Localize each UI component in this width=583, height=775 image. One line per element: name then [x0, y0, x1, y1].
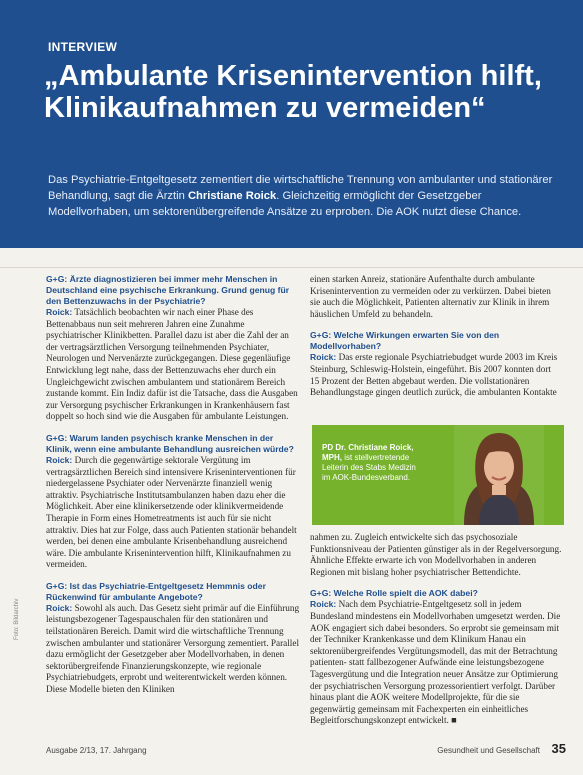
article-intro — [48, 172, 558, 220]
intro-text-end: . Gleichzeitig ermöglicht der Gesetzgeber Modellvorhaben, um sektorenübergreifende Ansätze zu erproben. Die AOK nutzt diese Chance. — [48, 190, 522, 218]
answer-2 — [46, 455, 301, 571]
answer-3-label: Roick: — [46, 602, 73, 613]
qa-block-5 — [310, 588, 562, 727]
right-column-bottom — [310, 532, 562, 737]
right-column-top — [310, 274, 562, 409]
intro-name: Christiane Roick — [187, 190, 277, 202]
question-5: G+G: Welche Rolle spielt die AOK dabei? — [310, 588, 478, 599]
answer-4 — [310, 352, 562, 398]
article-title: „Ambulante Krisenintervention hilft, Klinikaufnahmen zu vermeiden“ — [44, 60, 542, 124]
portrait-box — [312, 425, 564, 525]
footer-magazine: Gesundheit und Gesellschaft — [437, 746, 540, 755]
answer-1-label: Roick: — [46, 307, 73, 317]
qa-block-1 — [46, 274, 301, 423]
qa-block-3 — [46, 581, 301, 696]
question-2: G+G: Warum landen psychisch kranke Menschen in der Klinik, wenn eine ambulante Behandlung ausreichen würde? — [46, 432, 294, 454]
photo-caption — [322, 443, 422, 483]
section-kicker: INTERVIEW — [48, 40, 118, 54]
qa-block-4 — [310, 330, 562, 398]
continuation-top: einen starken Anreiz, stationäre Aufenthalte durch ambulante Krisenintervention zu vermeiden oder zu verkürzen. Dabei bieten sie auch die Möglichkeit, Patienten alternativ zur Klinik in ihrem häuslichen Umfeld zu behandeln. — [310, 274, 551, 319]
continuation-bottom: nahmen zu. Zugleich entwickelte sich das psychosoziale Funktionsniveau der Patienten günstiger als in der Regelversorgung. Ähnliche Effekte erwarte ich von Modellvorhaben in anderen Regionen mit bislang hoher psychiatrischer Bettendichte. — [310, 532, 562, 577]
qa-block-2 — [46, 433, 301, 571]
caption-name: PD Dr. Christiane Roick, MPH, — [322, 443, 414, 462]
header-divider — [0, 267, 583, 268]
article-header — [0, 0, 583, 248]
question-4: G+G: Welche Wirkungen erwarten Sie von den Modellvorhaben? — [310, 330, 500, 352]
answer-1-text: Tatsächlich beobachten wir nach einer Phase des Bettenabbaus nun seit mehreren Jahren eine Zunahme psychiatrischer Klinikbetten. Parallel dazu ist aber die Zahl der an der vertragsärztlichen Versorgung teilnehmenden Psychiater, Neurologen und Nervenärzte zurückgegangen. Diese gegenläufige Entwicklung legt nahe, dass der Bettenzuwachs eher durch ein Ungleichgewicht zwischen ambulantem und stationärem Bereich zustande kommt. Ein Indiz dafür ist die Tatsache, dass die Ausgaben zur Versorgung psychischer Erkrankungen in Krankenhäusern fast doppelt so hoch sind wie die Ausgaben für ambulante Leistungen. — [46, 307, 298, 422]
answer-5-text: Nach dem Psychiatrie-Entgeltgesetz soll in jedem Bundesland mindestens ein Modellvorhaben umgesetzt werden. Die AOK engagiert sich dabei besonders. So erprobt sie gemeinsam mit der Techniker Krankenkasse und dem Klinikum Hanau ein sektorenübergreifendes Vergütungsmodell, das mit der Betrachtung patienten- statt fallbezogener Aufwände eine leistungsbezogene Tagesvergütung und die Integration neuer Ansätze zur Optimierung der psychiatrischen Versorgung prozessorientiert verfolgt. Darüber hinaus plant die AOK weitere Modellprojekte, für die sie gegenwärtig gemeinsam mit Fachexperten ein einheitliches Begleitforschungskonzept entwickelt. ■ — [310, 599, 561, 726]
question-3: G+G: Ist das Psychiatrie-Entgeltgesetz Hemmnis oder Rückenwind für ambulante Angebote? — [46, 580, 266, 602]
answer-4-text: Das erste regionale Psychiatriebudget wurde 2003 im Kreis Steinburg, Schleswig-Holstein, eingeführt. Bis 2007 konnten dort 15 Prozent der Betten abgebaut werden. Die vollstationären Behandlungstage gingen deutlich zurück, die ambulanten Kontakte — [310, 352, 558, 398]
answer-2-text: Durch die gegenwärtige sektorale Vergütung im vertragsärztlichen Bereich sind intensivere Kriseninterventionen für niedergelassene Psychiater oder Nervenärzte finanziell wenig attraktiv. Psychiatrische Institutsambulanzen haben dazu eher die Möglichkeit. Aber eine klinikersetzende oder klinikvermeidende Therapie in Form eines Hometreatments ist auch für sie nicht attraktiv. Dies hat zur Folge, dass auch Patienten stationär behandelt werden, bei denen eine ambulante Krisenbehandlung ausreichend wäre. Die ambulante Krisenintervention hilft, Klinikaufnahmen zu vermeiden. — [46, 454, 297, 570]
intro-text-start: Das Psychiatrie-Entgeltgesetz zementiert die wirtschaftliche Trennung von ambulanter und stationärer Behandlung, sagt die Ärztin — [48, 174, 553, 202]
answer-3 — [46, 603, 301, 696]
answer-4-label: Roick: — [310, 352, 337, 363]
answer-3-text: Sowohl als auch. Das Gesetz sieht primär auf die Einführung leistungsbezogener Tagespauschalen für den stationären und teilstationären Bereich. Damit wird die wirtschaftliche Trennung zwischen ambulanter und stationärer Versorgung zementiert. Parallel dazu ermöglicht der Gesetzgeber aber Modellvorhaben, in denen sektorübergreifende Finanzierungskonzepte, wie regionale Psychiatriebudgets, erprobt und weiterentwickelt werden können. Diese Modelle bieten den Kliniken — [46, 602, 300, 695]
left-column — [46, 274, 301, 706]
answer-5-label: Roick: — [310, 599, 337, 610]
question-1: G+G: Ärzte diagnostizieren bei immer mehr Menschen in Deutschland eine psychische Erkrankung. Grund genug für den Bettenzuwachs in der Psychiatrie? — [46, 274, 290, 306]
caption-text: ist stellvertretende Leiterin des Stabs Medizin im AOK-Bundesverband. — [322, 453, 416, 482]
side-credit: Foto: Bildarchiv — [14, 598, 20, 640]
answer-5 — [310, 599, 562, 727]
footer-issue: Ausgabe 2/13, 17. Jahrgang — [46, 746, 147, 755]
page-number: 35 — [551, 741, 566, 756]
answer-2-label: Roick: — [46, 454, 73, 465]
portrait-photo — [454, 425, 544, 525]
answer-1 — [46, 307, 301, 423]
page-footer — [46, 743, 566, 757]
